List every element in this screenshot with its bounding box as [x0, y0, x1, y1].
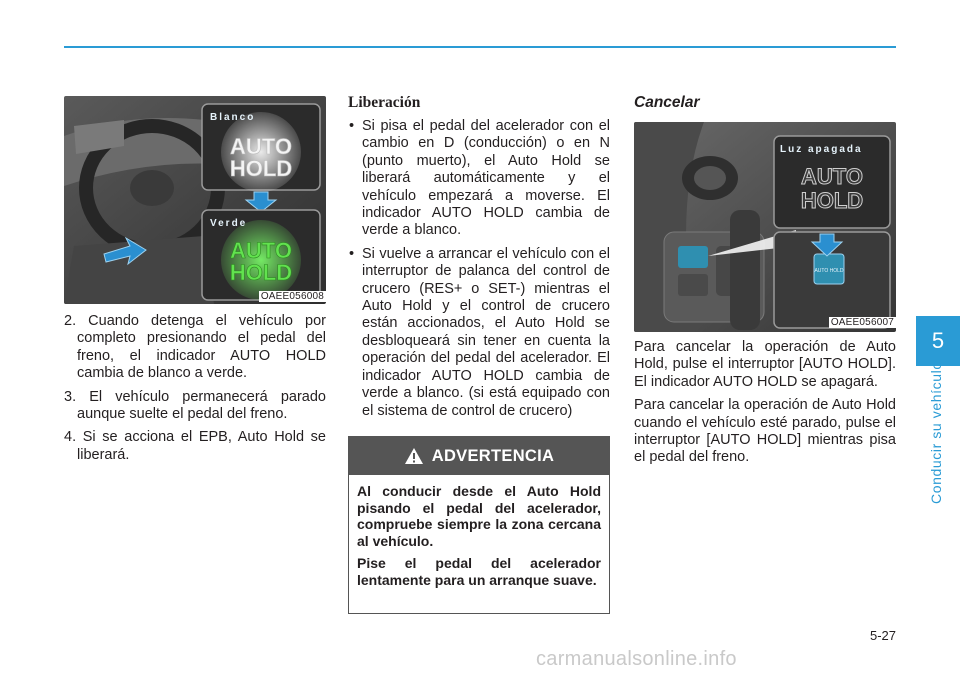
- console-illustration: [634, 122, 896, 332]
- svg-text:HOLD: HOLD: [229, 156, 293, 181]
- svg-text:Luz apagada: Luz apagada: [780, 144, 863, 155]
- figure-auto-hold-indicator: [64, 96, 326, 304]
- watermark: carmanualsonline.info: [536, 648, 737, 670]
- svg-text:Verde: Verde: [210, 218, 248, 229]
- list-item-text: Si vuelve a arrancar el vehículo con el interruptor de palanca del control de crucero (RES+ o SET-) mientras el Auto Hold y el control de crucero están accionados, el Auto Hold se desbloqueará sin tener en cuenta la operación del pedal del acelerador. El indicador AUTO HOLD cambia de verde a blanco. (si está equipado con el sistema de control de crucero): [362, 245, 610, 419]
- cancel-text: [634, 339, 896, 473]
- section-heading: Cancelar: [634, 94, 700, 111]
- list-item-text: Si pisa el pedal del acelerador con el cambio en D (conducción) o en N (punto muerto), el Auto Hold se liberará automáticamente y el vehículo empezará a moverse. El indicador AUTO HOLD cambia de verde a blanco.: [362, 118, 610, 239]
- section-heading: Liberación: [348, 94, 421, 111]
- list-item: [348, 118, 610, 240]
- figure-caption: OAEE056007: [830, 317, 894, 328]
- list-item: 2. Cuando detenga el vehículo por completo presionando el pedal del freno, el indicador AUTO HOLD cambia de blanco a verde.: [64, 313, 326, 382]
- svg-text:Blanco: Blanco: [210, 112, 256, 123]
- svg-text:HOLD: HOLD: [800, 188, 864, 213]
- list-item: [348, 246, 610, 420]
- bullet-icon: •: [349, 245, 355, 262]
- svg-text:AUTO: AUTO: [230, 238, 292, 263]
- auto-hold-button-label: AUTO HOLD: [814, 268, 844, 274]
- warning-body: [349, 475, 609, 588]
- svg-text:HOLD: HOLD: [229, 260, 293, 285]
- paragraph: Para cancelar la operación de Auto Hold cuando el vehículo esté parado, pulse el interruptor [AUTO HOLD] mientras pisa el pedal del freno.: [634, 397, 896, 466]
- figure-caption: OAEE056008: [260, 291, 324, 302]
- header-rule: [64, 46, 896, 48]
- list-item: 4. Si se acciona el EPB, Auto Hold se liberará.: [64, 429, 326, 463]
- warning-paragraph: Pise el pedal del acelerador lentamente para un arranque suave.: [357, 555, 601, 588]
- warning-title: ADVERTENCIA: [431, 446, 555, 465]
- chapter-title: [922, 361, 954, 512]
- steps-list: [64, 313, 326, 470]
- paragraph: Para cancelar la operación de Auto Hold, pulse el interruptor [AUTO HOLD]. El indicador AUTO HOLD se apagará.: [634, 339, 896, 390]
- chapter-title-text: Conducir su vehículo: [928, 361, 944, 504]
- bullet-list: [348, 118, 610, 426]
- list-item: 3. El vehículo permanecerá parado aunque suelte el pedal del freno.: [64, 388, 326, 423]
- chapter-tab: 5: [916, 316, 960, 366]
- figure-auto-hold-switch: [634, 122, 896, 332]
- svg-text:AUTO: AUTO: [230, 134, 292, 159]
- svg-text:AUTO: AUTO: [801, 164, 863, 189]
- warning-header: [349, 437, 609, 475]
- warning-box: [348, 436, 610, 614]
- page-number: 5-27: [869, 628, 896, 643]
- warning-triangle-icon: [404, 447, 424, 465]
- bullet-icon: •: [349, 118, 355, 134]
- warning-paragraph: Al conducir desde el Auto Hold pisando el pedal del acelerador, compruebe siempre la zona cercana al vehículo.: [357, 483, 601, 549]
- dashboard-illustration: [64, 96, 326, 304]
